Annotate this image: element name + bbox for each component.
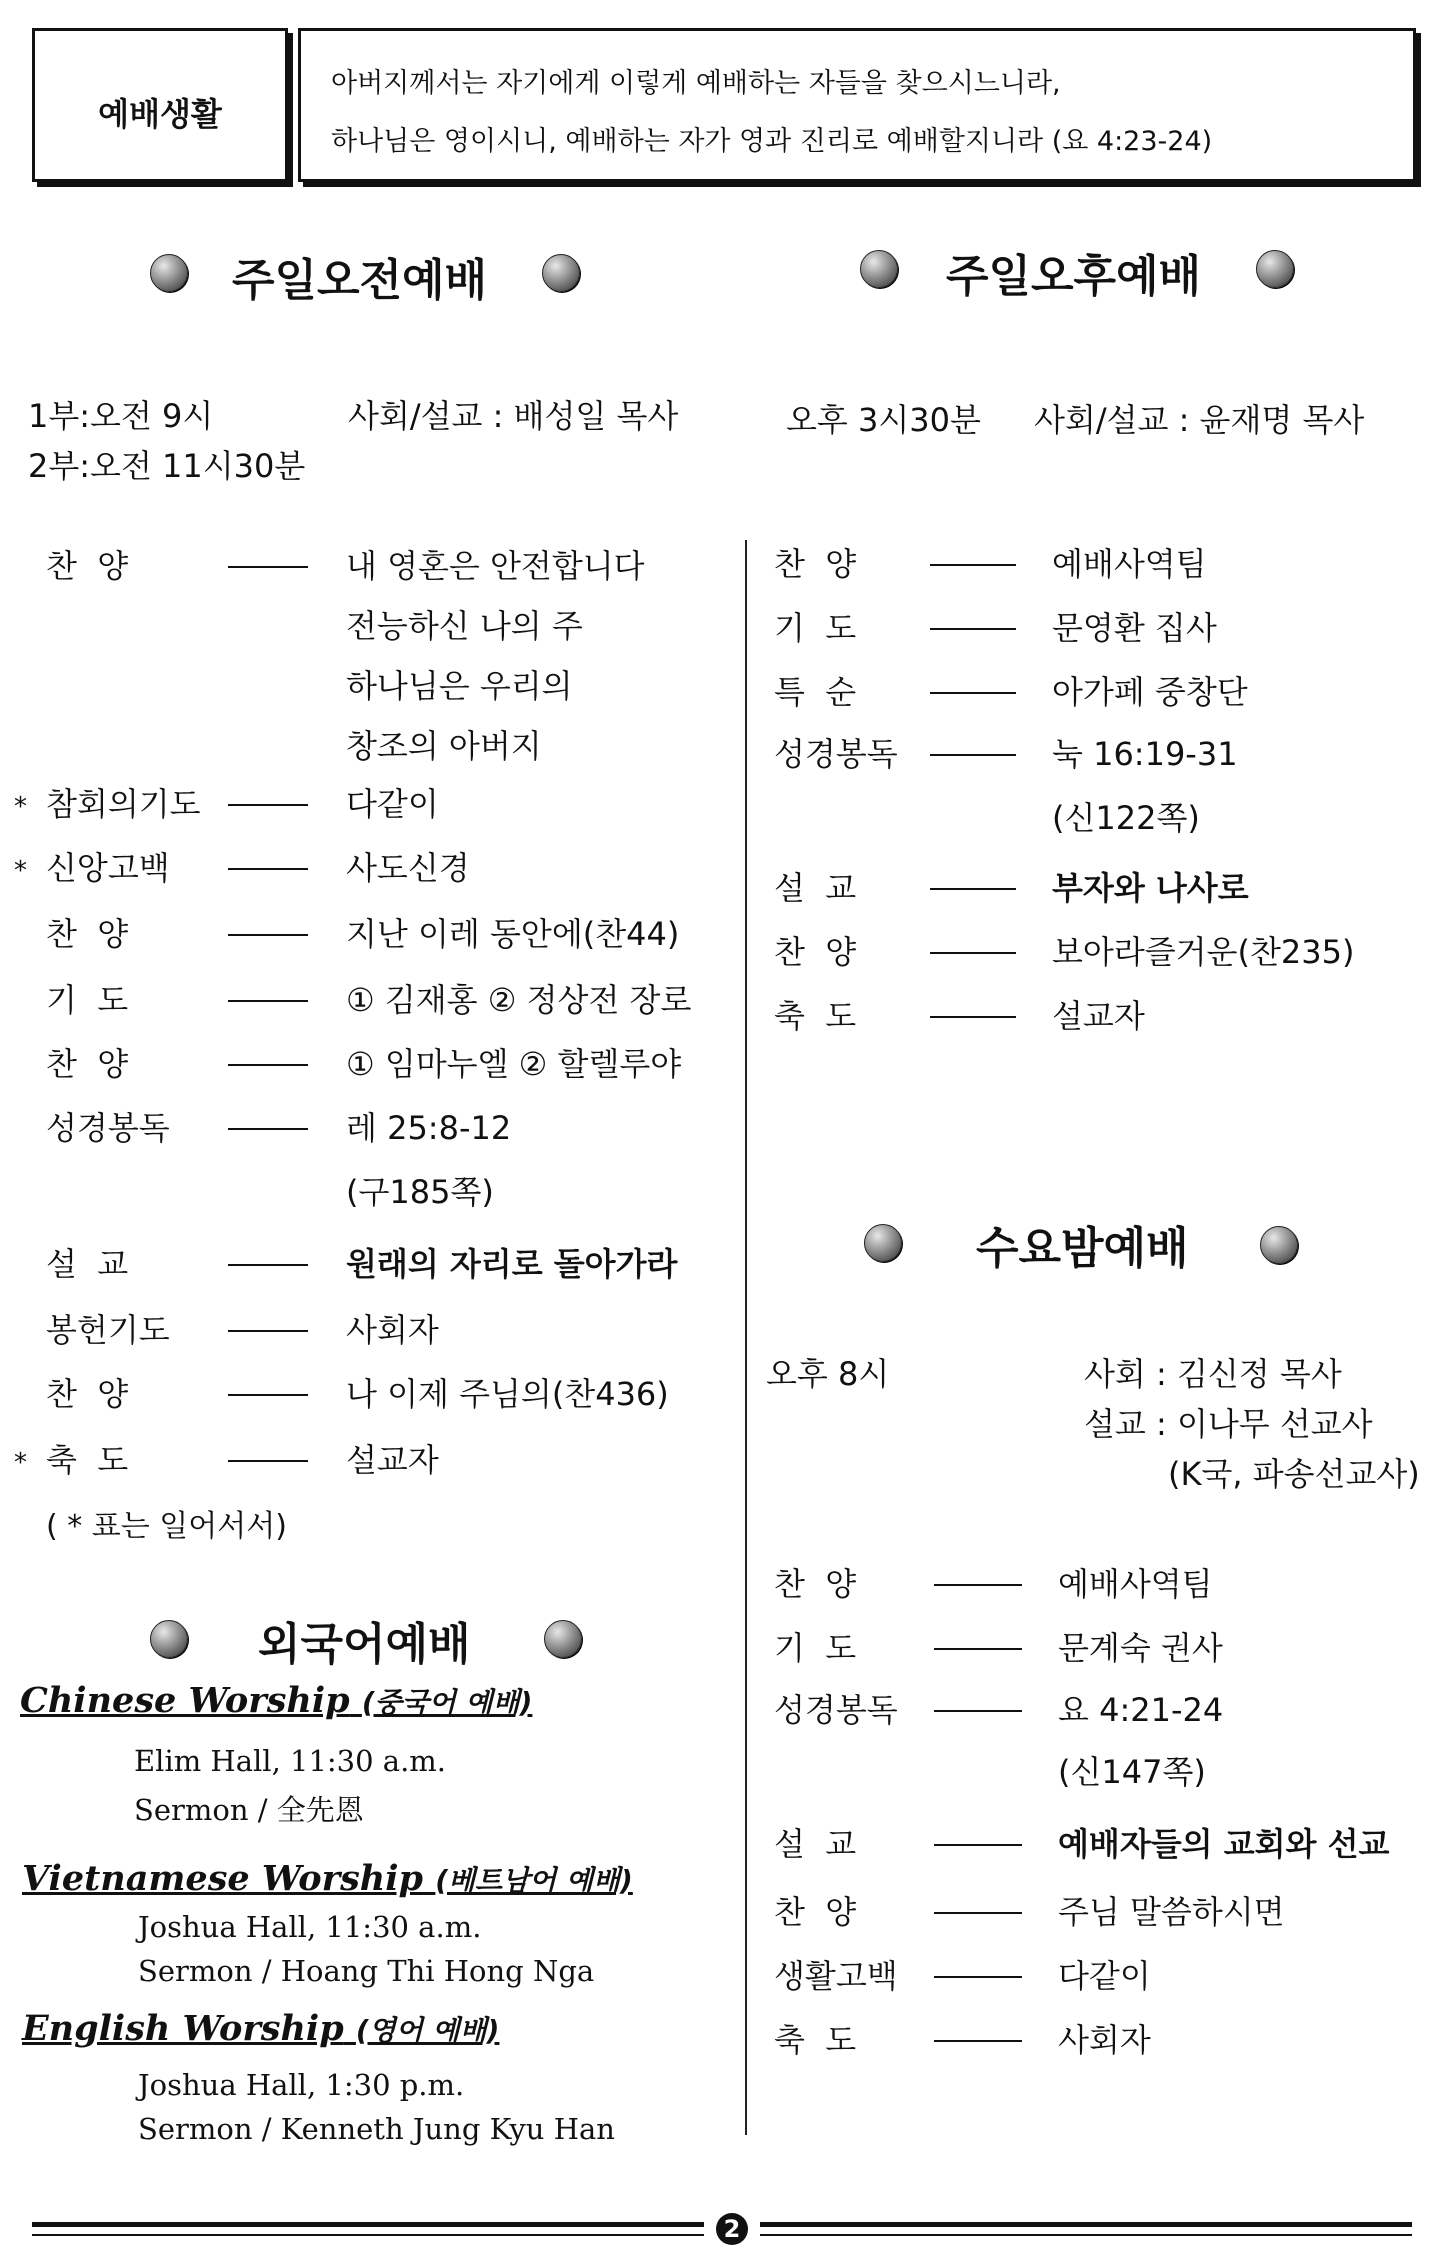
foreign-service-sermon: Sermon / Hoang Thi Hong Nga xyxy=(138,1954,595,1988)
order-dash xyxy=(930,564,1016,566)
foreign-service-sermon: Sermon / 全先恩 xyxy=(134,1793,364,1827)
order-value: 문영환 집사 xyxy=(1052,609,1217,647)
page-number: 2 xyxy=(716,2213,748,2245)
order-dash xyxy=(934,1912,1022,1914)
bullet-ball-icon xyxy=(542,254,580,292)
wednesday-title: 수요밤예배 xyxy=(976,1223,1189,1274)
order-label: 축 도 xyxy=(774,2021,857,2059)
order-value: 눅 16:19-31 xyxy=(1052,735,1238,773)
afternoon-time: 오후 3시30분 xyxy=(786,401,981,439)
order-dash xyxy=(934,1710,1022,1712)
order-label: 찬 양 xyxy=(46,915,129,953)
order-value: 예배자들의 교회와 선교 xyxy=(1058,1825,1390,1863)
order-dash xyxy=(228,1264,308,1266)
order-label: 찬 양 xyxy=(46,1045,129,1083)
order-dash xyxy=(934,1584,1022,1586)
bullet-ball-icon xyxy=(1256,250,1294,288)
order-value: 내 영혼은 안전합니다 xyxy=(346,547,645,585)
order-label: 찬 양 xyxy=(46,547,129,585)
foreign-service-title: Chinese Worship (중국어 예배) xyxy=(20,1680,533,1721)
morning-time-1: 1부:오전 9시 xyxy=(28,397,214,435)
standing-mark: * xyxy=(14,792,27,822)
order-label: 축 도 xyxy=(774,997,857,1035)
bullet-ball-icon xyxy=(1260,1226,1298,1264)
order-label: 찬 양 xyxy=(774,933,857,971)
order-label: 봉헌기도 xyxy=(46,1311,170,1349)
order-dash xyxy=(930,1016,1016,1018)
order-value: (신122쪽) xyxy=(1052,799,1200,837)
afternoon-title: 주일오후예배 xyxy=(946,251,1202,302)
footer-rule-left-thin xyxy=(32,2234,704,2236)
order-dash xyxy=(930,888,1016,890)
order-value: (구185쪽) xyxy=(346,1173,494,1211)
order-value: 하나님은 우리의 xyxy=(346,667,573,705)
order-value: 지난 이레 동안에(찬44) xyxy=(346,915,680,953)
order-dash xyxy=(934,1976,1022,1978)
foreign-service-place: Elim Hall, 11:30 a.m. xyxy=(134,1744,447,1778)
foreign-title: 외국어예배 xyxy=(258,1619,471,1670)
foreign-service-place: Joshua Hall, 1:30 p.m. xyxy=(138,2068,465,2102)
section-label-box xyxy=(32,28,288,182)
bullet-ball-icon xyxy=(150,254,188,292)
order-label: 설 교 xyxy=(774,1825,857,1863)
order-dash xyxy=(228,1330,308,1332)
wednesday-preacher: 설교 : 이나무 선교사 xyxy=(1084,1405,1373,1443)
order-value: 사회자 xyxy=(346,1311,439,1349)
order-label: 찬 양 xyxy=(46,1375,129,1413)
bullet-ball-icon xyxy=(150,1620,188,1658)
order-dash xyxy=(934,1844,1022,1846)
wednesday-time: 오후 8시 xyxy=(766,1355,890,1393)
order-value: 주님 말씀하시면 xyxy=(1058,1893,1285,1931)
order-label: 성경봉독 xyxy=(46,1109,170,1147)
order-value: 설교자 xyxy=(346,1441,439,1479)
order-value: (신147쪽) xyxy=(1058,1753,1206,1791)
order-dash xyxy=(228,566,308,568)
order-label: 설 교 xyxy=(46,1245,129,1283)
order-dash xyxy=(930,754,1016,756)
standing-mark: * xyxy=(14,856,27,886)
order-value: 보아라즐거운(찬235) xyxy=(1052,933,1355,971)
order-value: 레 25:8-12 xyxy=(346,1109,512,1147)
order-dash xyxy=(930,628,1016,630)
order-value: 예배사역팀 xyxy=(1052,545,1207,583)
order-value: 아가페 중창단 xyxy=(1052,673,1248,711)
bullet-ball-icon xyxy=(864,1224,902,1262)
order-value: 창조의 아버지 xyxy=(346,727,542,765)
footer-rule-right xyxy=(760,2222,1412,2227)
order-dash xyxy=(934,2040,1022,2042)
order-label: 특 순 xyxy=(774,673,857,711)
order-value: 부자와 나사로 xyxy=(1052,869,1249,907)
order-label: 생활고백 xyxy=(774,1957,898,1995)
order-dash xyxy=(228,934,308,936)
order-label: 설 교 xyxy=(774,869,857,907)
order-label: 찬 양 xyxy=(774,1565,857,1603)
column-divider xyxy=(745,540,747,2135)
order-label: 성경봉독 xyxy=(774,1691,898,1729)
footer-rule-right-thin xyxy=(760,2234,1412,2236)
order-value: 예배사역팀 xyxy=(1058,1565,1213,1603)
order-value: 설교자 xyxy=(1052,997,1145,1035)
order-label: 기 도 xyxy=(46,981,129,1019)
order-value: ① 임마누엘 ② 할렐루야 xyxy=(346,1045,682,1083)
verse-line-1: 아버지께서는 자기에게 이렇게 예배하는 자들을 찾으시느니라, xyxy=(331,68,1061,99)
foreign-service-sermon: Sermon / Kenneth Jung Kyu Han xyxy=(138,2112,615,2146)
order-dash xyxy=(228,1460,308,1462)
order-label: 기 도 xyxy=(774,1629,857,1667)
order-label: 기 도 xyxy=(774,609,857,647)
order-value: 요 4:21-24 xyxy=(1058,1691,1224,1729)
foreign-service-title: English Worship (영어 예배) xyxy=(22,2008,500,2049)
afternoon-leader: 사회/설교 : 윤재명 목사 xyxy=(1034,401,1365,439)
standing-mark: * xyxy=(14,1448,27,1478)
order-dash xyxy=(228,1128,308,1130)
standing-note: ( * 표는 일어서서) xyxy=(46,1509,287,1544)
order-dash xyxy=(228,1394,308,1396)
order-value: ① 김재홍 ② 정상전 장로 xyxy=(346,981,692,1019)
order-label: 찬 양 xyxy=(774,545,857,583)
order-label: 축 도 xyxy=(46,1441,129,1479)
footer-rule-left xyxy=(32,2222,704,2227)
order-dash xyxy=(934,1648,1022,1650)
order-dash xyxy=(228,868,308,870)
order-value: 사회자 xyxy=(1058,2021,1151,2059)
order-value: 사도신경 xyxy=(346,849,470,887)
order-label: 성경봉독 xyxy=(774,735,898,773)
order-value: 전능하신 나의 주 xyxy=(346,607,583,645)
morning-leader: 사회/설교 : 배성일 목사 xyxy=(348,397,679,435)
verse-box xyxy=(298,28,1416,182)
order-value: 다같이 xyxy=(346,785,439,823)
order-value: 문계숙 권사 xyxy=(1058,1629,1223,1667)
bullet-ball-icon xyxy=(860,250,898,288)
wednesday-preacher-note: (K국, 파송선교사) xyxy=(1168,1455,1420,1493)
order-dash xyxy=(228,1064,308,1066)
order-value: 원래의 자리로 돌아가라 xyxy=(346,1245,678,1283)
order-value: 나 이제 주님의(찬436) xyxy=(346,1375,669,1413)
foreign-service-place: Joshua Hall, 11:30 a.m. xyxy=(138,1910,482,1944)
foreign-service-title: Vietnamese Worship (베트남어 예배) xyxy=(22,1858,633,1899)
bullet-ball-icon xyxy=(544,1620,582,1658)
order-label: 참회의기도 xyxy=(46,785,201,823)
verse-line-2: 하나님은 영이시니, 예배하는 자가 영과 진리로 예배할지니라 (요 4:23-24) xyxy=(331,126,1213,157)
order-value: 다같이 xyxy=(1058,1957,1151,1995)
order-dash xyxy=(930,692,1016,694)
wednesday-host: 사회 : 김신정 목사 xyxy=(1084,1355,1342,1393)
order-dash xyxy=(228,804,308,806)
order-dash xyxy=(228,1000,308,1002)
section-label: 예배생활 xyxy=(98,95,222,133)
morning-title: 주일오전예배 xyxy=(232,255,488,306)
morning-time-2: 2부:오전 11시30분 xyxy=(28,447,306,485)
order-dash xyxy=(930,952,1016,954)
order-label: 찬 양 xyxy=(774,1893,857,1931)
order-label: 신앙고백 xyxy=(46,849,170,887)
